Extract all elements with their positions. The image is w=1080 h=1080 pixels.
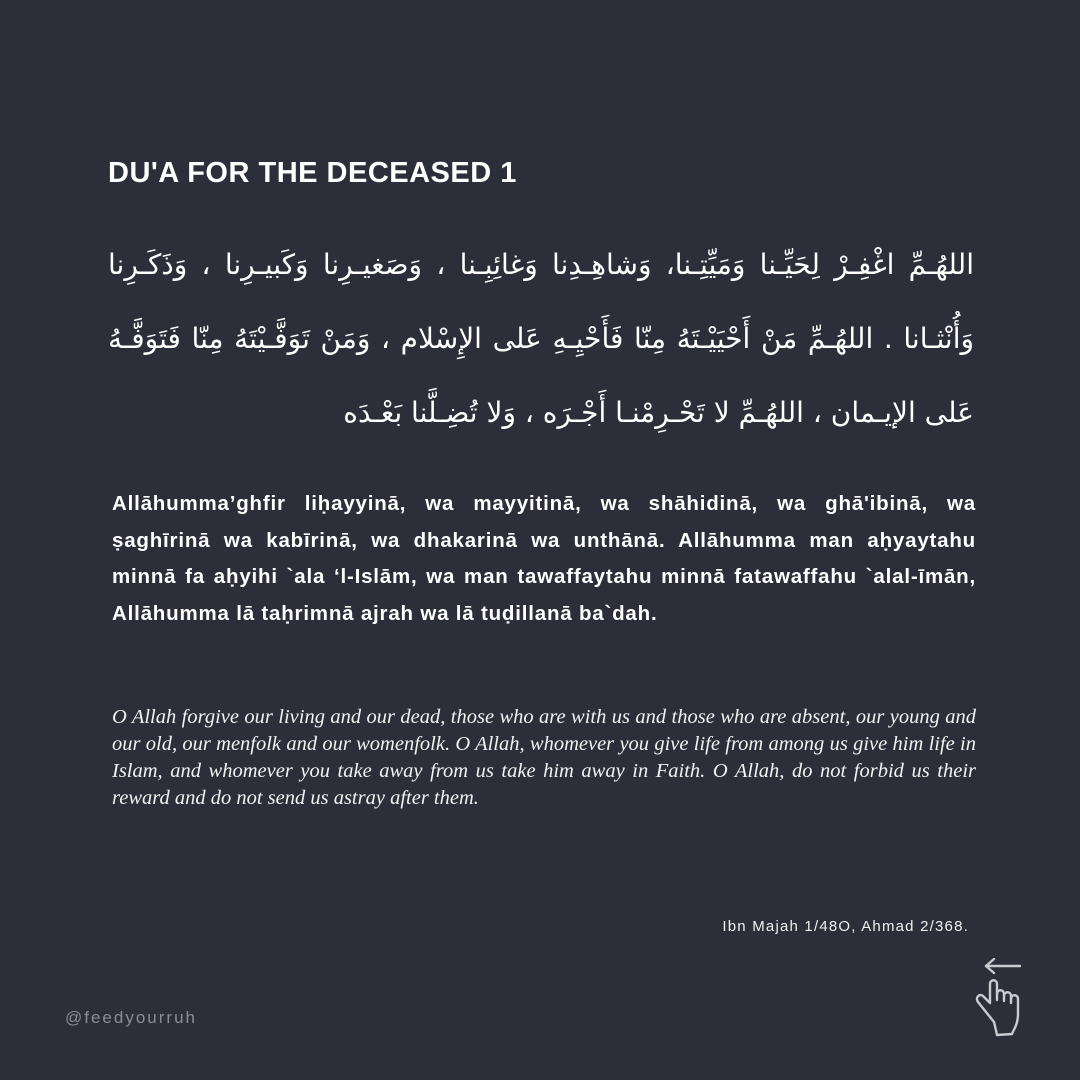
translation-text: O Allah forgive our living and our dead, those who are with us and those who are absent, our young and our old, our menfolk and our womenfolk. O Allah, whomever you give life from among us give him life in Islam, and whomever you take away from us take him away in Faith. O Allah, do not forbid us their reward and do not send us astray after them. (112, 706, 976, 809)
swipe-left-hand-icon (964, 958, 1044, 1042)
transliteration-text: Allāhumma’ghfir liḥayyinā, wa mayyitinā, wa shāhidinā, wa ghā'ibinā, wa ṣaghīrinā wa kabīrinā, wa dhakarinā wa unthānā. Allāhumma man aḥyaytahu minnā fa aḥyihi `ala ‘l-Islām, wa man tawaffaytahu minnā fatawaffahu `alal-īmān, Allāhumma lā taḥrimnā ajrah wa lā tuḍillanā ba`dah. (112, 492, 976, 625)
arabic-dua-text: اللهُـمِّ اغْفِـرْ لِحَيِّـنا وَمَيِّتِـنا، وَشاهِـدِنا وَغائِبِـنا ، وَصَغيـرِنا وَكَبيـرِنا ، وَذَكَـرِنا وَأُنْثـانا . اللهُـمِّ مَنْ أَحْيَيْـتَهُ مِنّا فَأَحْيِـهِ عَلى الإِسْلام ، وَمَنْ تَوَفَّـيْتَهُ مِنّا فَتَوَفَّـهُ عَلى الإيـمان ، اللهُـمِّ لا تَحْـرِمْنـا أَجْـرَه ، وَلا تُضِـلَّنا بَعْـدَه (108, 248, 974, 429)
account-handle: @feedyourruh (65, 1008, 197, 1027)
source-reference: Ibn Majah 1/48O, Ahmad 2/368. (722, 918, 969, 935)
page-title: DU'A FOR THE DECEASED 1 (108, 157, 517, 189)
